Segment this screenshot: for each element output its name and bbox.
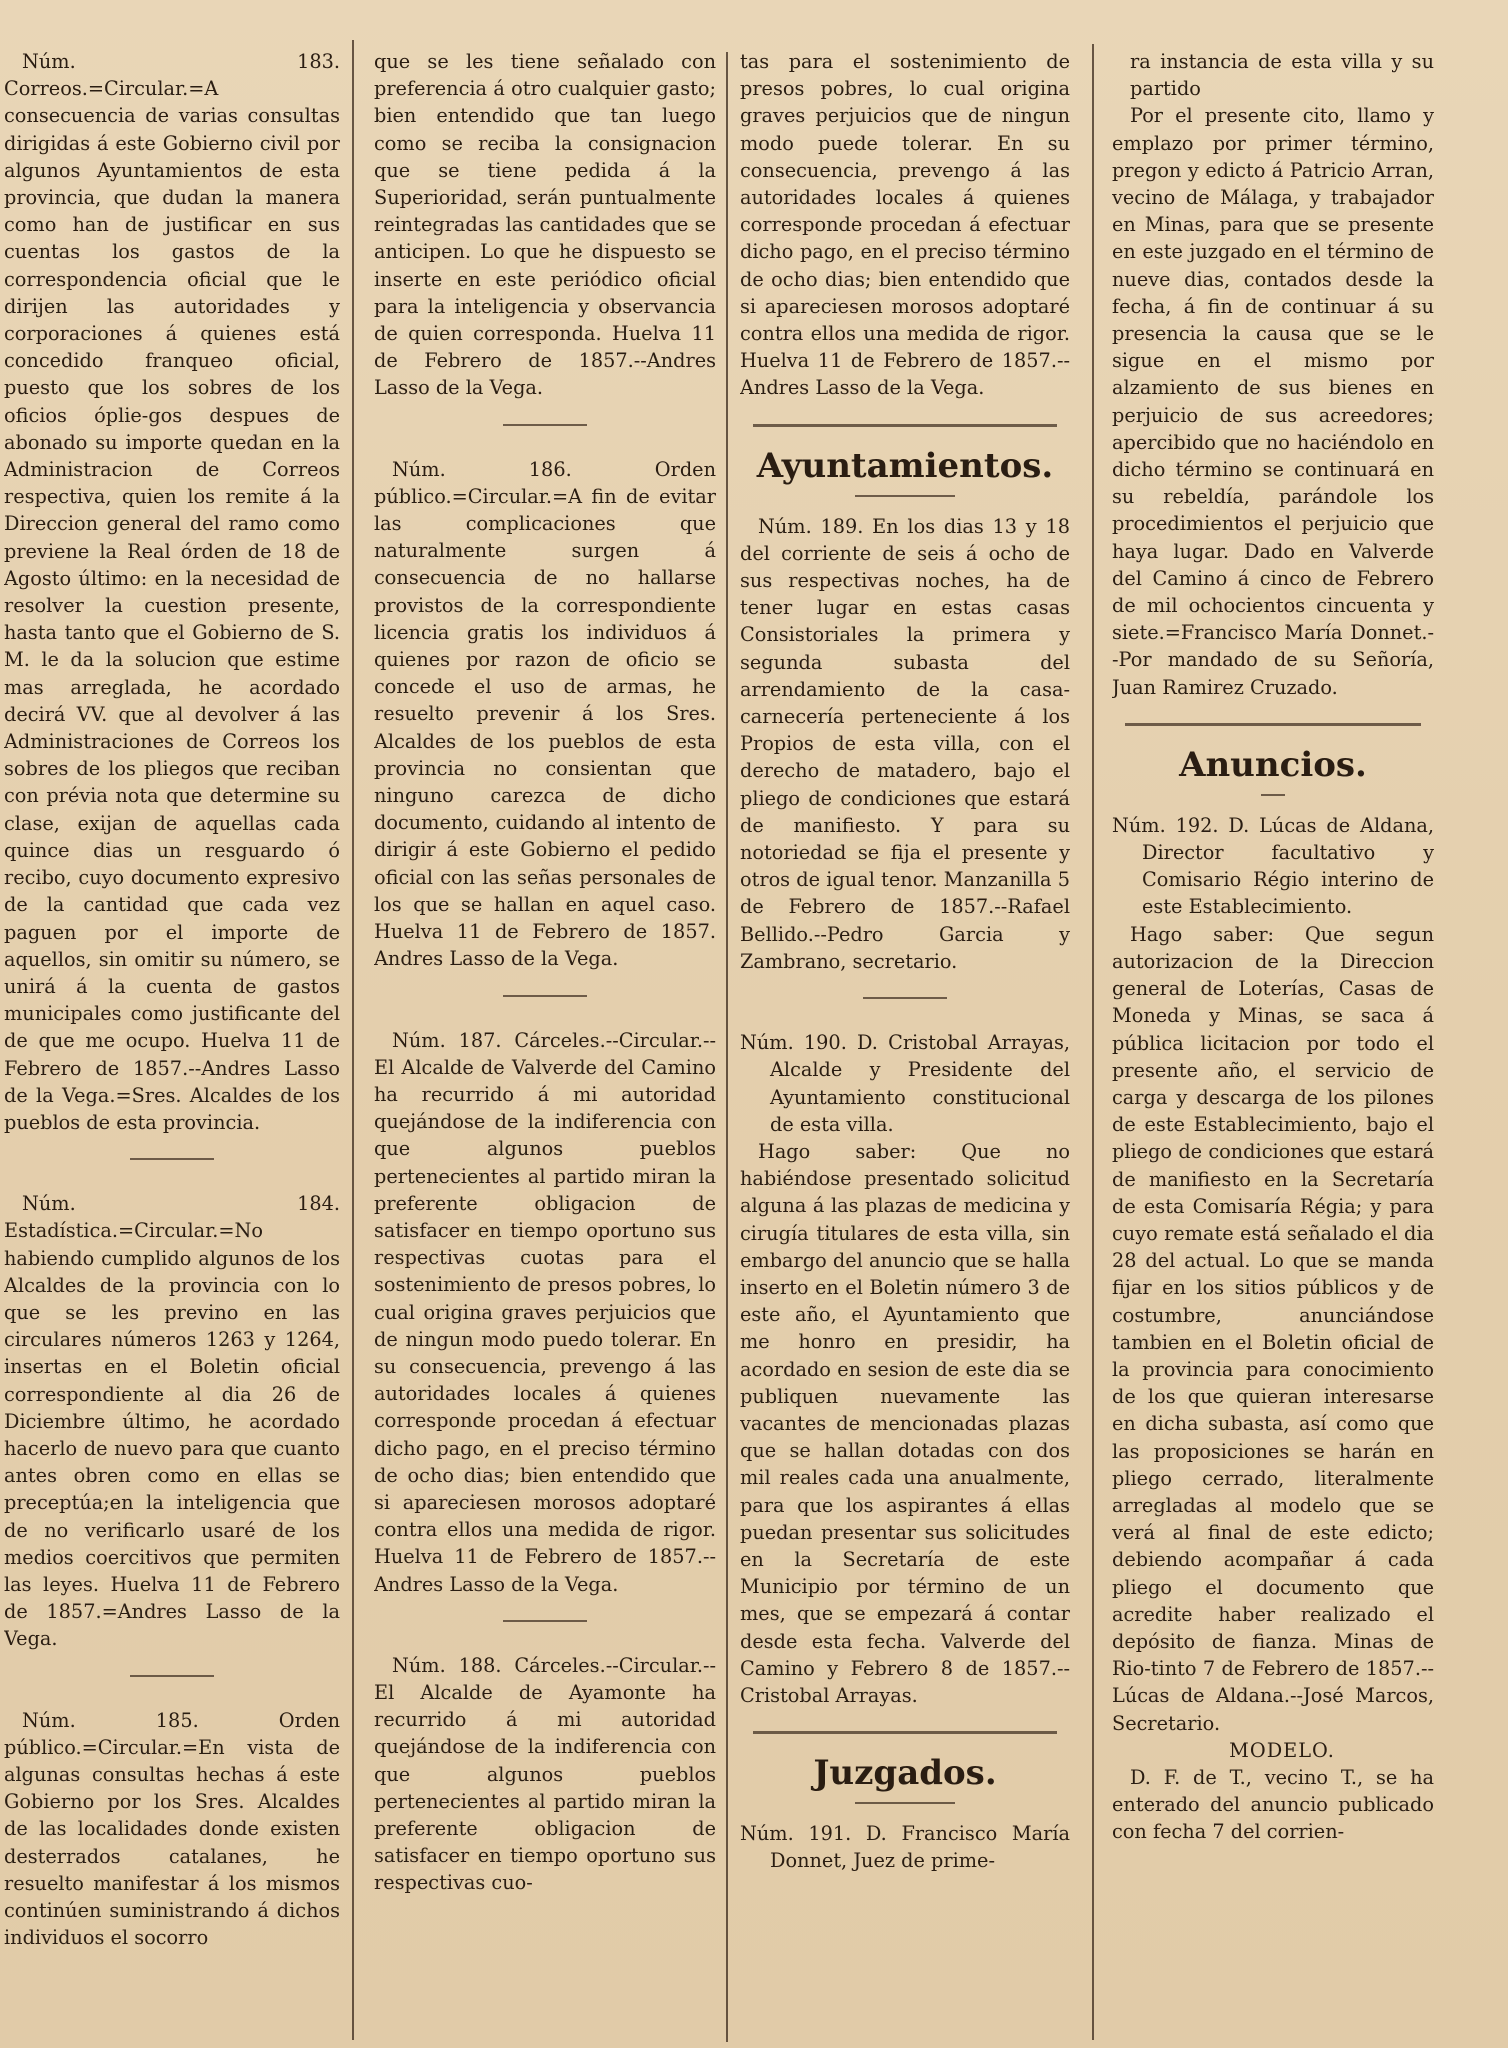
- notice-190-heading: Núm. 190. D. Cristobal Arrayas, Alcalde y Presidente del Ayuntamiento constitucional de esta villa.: [740, 1031, 1070, 1136]
- separator: [130, 1675, 214, 1677]
- separator: [503, 424, 587, 426]
- notice-185: [4, 1707, 340, 1952]
- notice-191: [740, 1820, 1070, 1874]
- notice-187: [374, 1027, 716, 1598]
- modelo-text: D. F. de T., vecino T., se ha enterado del anuncio publicado con fecha 7 del corrien-: [1112, 1765, 1434, 1844]
- notice-183: [4, 48, 340, 1136]
- heading-underline: [855, 1802, 955, 1804]
- notice-190: [740, 1029, 1070, 1709]
- separator: [503, 1620, 587, 1622]
- notice-188: [374, 1652, 716, 1897]
- section-separator: [753, 424, 1057, 427]
- column-rule: [352, 40, 354, 2040]
- separator: [130, 1158, 214, 1160]
- column-4: [1112, 48, 1434, 2038]
- notice-192-heading: Núm. 192. D. Lúcas de Aldana, Director facultativo y Comisario Régio interino de este Establecimiento.: [1112, 813, 1434, 919]
- column-2: [374, 48, 716, 2038]
- notice-192: [1112, 812, 1434, 1846]
- section-heading-juzgados: Juzgados.: [813, 1753, 997, 1794]
- notice-191-heading: Núm. 191. D. Francisco María Donnet, Juez de prime-: [740, 1822, 1070, 1873]
- notice-183-text: Núm. 183. Correos.=Circular.=A consecuencia de varias consultas dirigidas á este Gobierno civil por algunos Ayuntamientos de esta provincia, que dudan la manera como han de justificar en sus cuentas los gastos de la correspondencia oficial que le dirijen las autoridades y corporaciones á quienes está concedido franqueo oficial, puesto que los sobres de los oficios óplie-gos despues de abonado su importe quedan en la Administracion de Correos respectiva, quien los remite á la Direccion general del ramo como previene la Real órden de 18 de Agosto último: en la necesidad de resolver la cuestion presente, hasta tanto que el Gobierno de S. M. le da la solucion que estime mas arreglada, he acordado decirá VV. que al devolver á las Administraciones de Correos los sobres de los pliegos que reciban con prévia nota que determine su clase, exijan de aquellas cada quince dias un resguardo ó recibo, cuyo documento expresivo de la cantidad que cada vez paguen por el importe de aquellos, sin omitir su número, se unirá á la cuenta de gastos municipales como justificante del de que me ocupo. Huelva 11 de Febrero de 1857.--Andres Lasso de la Vega.=Sres. Alcaldes de los pueblos de esta provincia.: [4, 50, 340, 1134]
- notice-185-continued: [374, 48, 716, 402]
- notice-191-continued-heading: ra instancia de esta villa y su partido: [1130, 50, 1434, 101]
- separator: [863, 997, 947, 999]
- column-rule: [1092, 44, 1094, 2040]
- section-heading-anuncios: Anuncios.: [1179, 744, 1367, 785]
- section-heading-ayuntamientos: Ayuntamientos.: [756, 445, 1054, 486]
- notice-188-continued: [740, 48, 1070, 402]
- section-separator: [1125, 723, 1421, 726]
- notice-188-continued-text: tas para el sostenimiento de presos pobres, lo cual origina graves perjuicios que de ningun modo puede tolerar. En su consecuencia, prevengo á las autoridades locales á quienes corresponde procedan á efectuar dicho pago, en el preciso término de ocho dias; bien entendido que si apareciesen morosos adoptaré contra ellos una medida de rigor. Huelva 11 de Febrero de 1857.--Andres Lasso de la Vega.: [740, 50, 1070, 400]
- separator: [503, 995, 587, 997]
- notice-185-continued-text: que se les tiene señalado con preferencia á otro cualquier gasto; bien entendido que tan luego como se reciba la consignacion que se tiene pedida á la Superioridad, serán puntualmente reintegradas las cantidades que se anticipen. Lo que he dispuesto se inserte en este periódico oficial para la inteligencia y observancia de quien corresponda. Huelva 11 de Febrero de 1857.--Andres Lasso de la Vega.: [374, 50, 716, 400]
- notice-184-text: Núm. 184. Estadística.=Circular.=No habiendo cumplido algunos de los Alcaldes de la provincia con lo que se les previno en las circulares números 1263 y 1264, insertas en el Boletin oficial correspondiente al dia 26 de Diciembre último, he acordado hacerlo de nuevo para que cuanto antes obren como en ellas se preceptúa;en la inteligencia que de no verificarlo usaré de los medios coercitivos que permiten las leyes. Huelva 11 de Febrero de 1857.=Andres Lasso de la Vega.: [4, 1192, 340, 1651]
- notice-191-continued: [1112, 48, 1434, 701]
- notice-184: [4, 1190, 340, 1652]
- column-1: [4, 48, 340, 2038]
- notice-189: [740, 513, 1070, 975]
- notice-192-text: Hago saber: Que segun autorizacion de la Direccion general de Loterías, Casas de Moneda y Minas, se saca á pública licitacion por todo el presente año, el servicio de carga y descarga de los pilones de este Establecimiento, bajo el pliego de condiciones que estará de manifiesto en la Secretaría de esta Comisaría Régia; y para cuyo remate está señalado el dia 28 del actual. Lo que se manda fijar en los sitios públicos y de costumbre, anunciándose tambien en el Boletin oficial de la provincia para conocimiento de los que quieran interesarse en dicha subasta, así como que las proposiciones se harán en pliego cerrado, literalmente arregladas al modelo que se verá al final de este edicto; debiendo acompañar á cada pliego el documento que acredite haber realizado el depósito de fianza. Minas de Rio-tinto 7 de Febrero de 1857.--Lúcas de Aldana.--José Marcos, Secretario.: [1112, 922, 1434, 1735]
- section-separator: [753, 1731, 1057, 1734]
- notice-186: [374, 456, 716, 973]
- column-rule: [726, 52, 728, 2042]
- column-3: [740, 48, 1070, 2038]
- heading-underline: [1261, 794, 1285, 796]
- heading-underline: [855, 495, 955, 497]
- notice-190-text: Hago saber: Que no habiéndose presentado solicitud alguna á las plazas de medicina y cirugía titulares de esta villa, sin embargo del anuncio que se halla inserto en el Boletin número 3 de este año, el Ayuntamiento que me honro en presidir, ha acordado en sesion de este dia se publiquen nuevamente las vacantes de mencionadas plazas que se hallan dotadas con dos mil reales cada una anualmente, para que los aspirantes á ellas puedan presentar sus solicitudes en la Secretaría de este Municipio por término de un mes, que se empezará á contar desde esta fecha. Valverde del Camino y Febrero 8 de 1857.--Cristobal Arrayas.: [740, 1139, 1070, 1707]
- notice-191-text: Por el presente cito, llamo y emplazo por primer término, pregon y edicto á Patricio Arran, vecino de Málaga, y trabajador en Minas, para que se presente en este juzgado en el término de nueve dias, contados desde la fecha, á fin de continuar á su presencia la causa que se le sigue en el mismo por alzamiento de sus bienes en perjuicio de sus acreedores; apercibido que no haciéndolo en dicho término se continuará en su rebeldía, parándole los procedimientos el perjuicio que haya lugar. Dado en Valverde del Camino á cinco de Febrero de mil ochocientos cincuenta y siete.=Francisco María Donnet.--Por mandado de su Señoría, Juan Ramirez Cruzado.: [1112, 104, 1434, 699]
- notice-186-text: Núm. 186. Orden público.=Circular.=A fin de evitar las complicaciones que naturalmente surgen á consecuencia de no hallarse provistos de la correspondiente licencia gratis los individuos á quienes por razon de oficio se concede el uso de armas, he resuelto prevenir á los Sres. Alcaldes de los pueblos de esta provincia no consientan que ninguno carezca de dicho documento, cuidando al intento de dirigir á este Gobierno el pedido oficial con las señas personales de los que se hallan en aquel caso. Huelva 11 de Febrero de 1857. Andres Lasso de la Vega.: [374, 457, 716, 971]
- notice-188-text: Núm. 188. Cárceles.--Circular.--El Alcalde de Ayamonte ha recurrido á mi autoridad quejándose de la indiferencia con que algunos pueblos pertenecientes al partido miran la preferente obligacion de satisfacer en tiempo oportuno sus respectivas cuo-: [374, 1653, 716, 1895]
- modelo-heading: MODELO.: [1229, 1738, 1335, 1762]
- notice-189-text: Núm. 189. En los dias 13 y 18 del corriente de seis á ocho de sus respectivas noches, ha de tener lugar en estas casas Consistoriales la primera y segunda subasta del arrendamiento de la casa-carnecería perteneciente á los Propios de esta villa, con el derecho de matadero, bajo el pliego de condiciones que estará de manifiesto. Y para su notoriedad se fija el presente y otros de igual tenor. Manzanilla 5 de Febrero de 1857.--Rafael Bellido.--Pedro Garcia y Zambrano, secretario.: [740, 514, 1070, 973]
- notice-187-text: Núm. 187. Cárceles.--Circular.--El Alcalde de Valverde del Camino ha recurrido á mi autoridad quejándose de la indiferencia con que algunos pueblos pertenecientes al partido miran la preferente obligacion de satisfacer en tiempo oportuno sus respectivas cuotas para el sostenimiento de presos pobres, lo cual origina graves perjuicios que de ningun modo puedo tolerar. En su consecuencia, prevengo á las autoridades locales á quienes corresponde procedan á efectuar dicho pago, en el preciso término de ocho dias; bien entendido que si apareciesen morosos adoptaré contra ellos una medida de rigor. Huelva 11 de Febrero de 1857.--Andres Lasso de la Vega.: [374, 1028, 716, 1596]
- notice-185-text: Núm. 185. Orden público.=Circular.=En vista de algunas consultas hechas á este Gobierno por los Sres. Alcaldes de las localidades donde existen desterrados catalanes, he resuelto manifestar á los mismos continúen suministrando á dichos individuos el socorro: [4, 1708, 340, 1950]
